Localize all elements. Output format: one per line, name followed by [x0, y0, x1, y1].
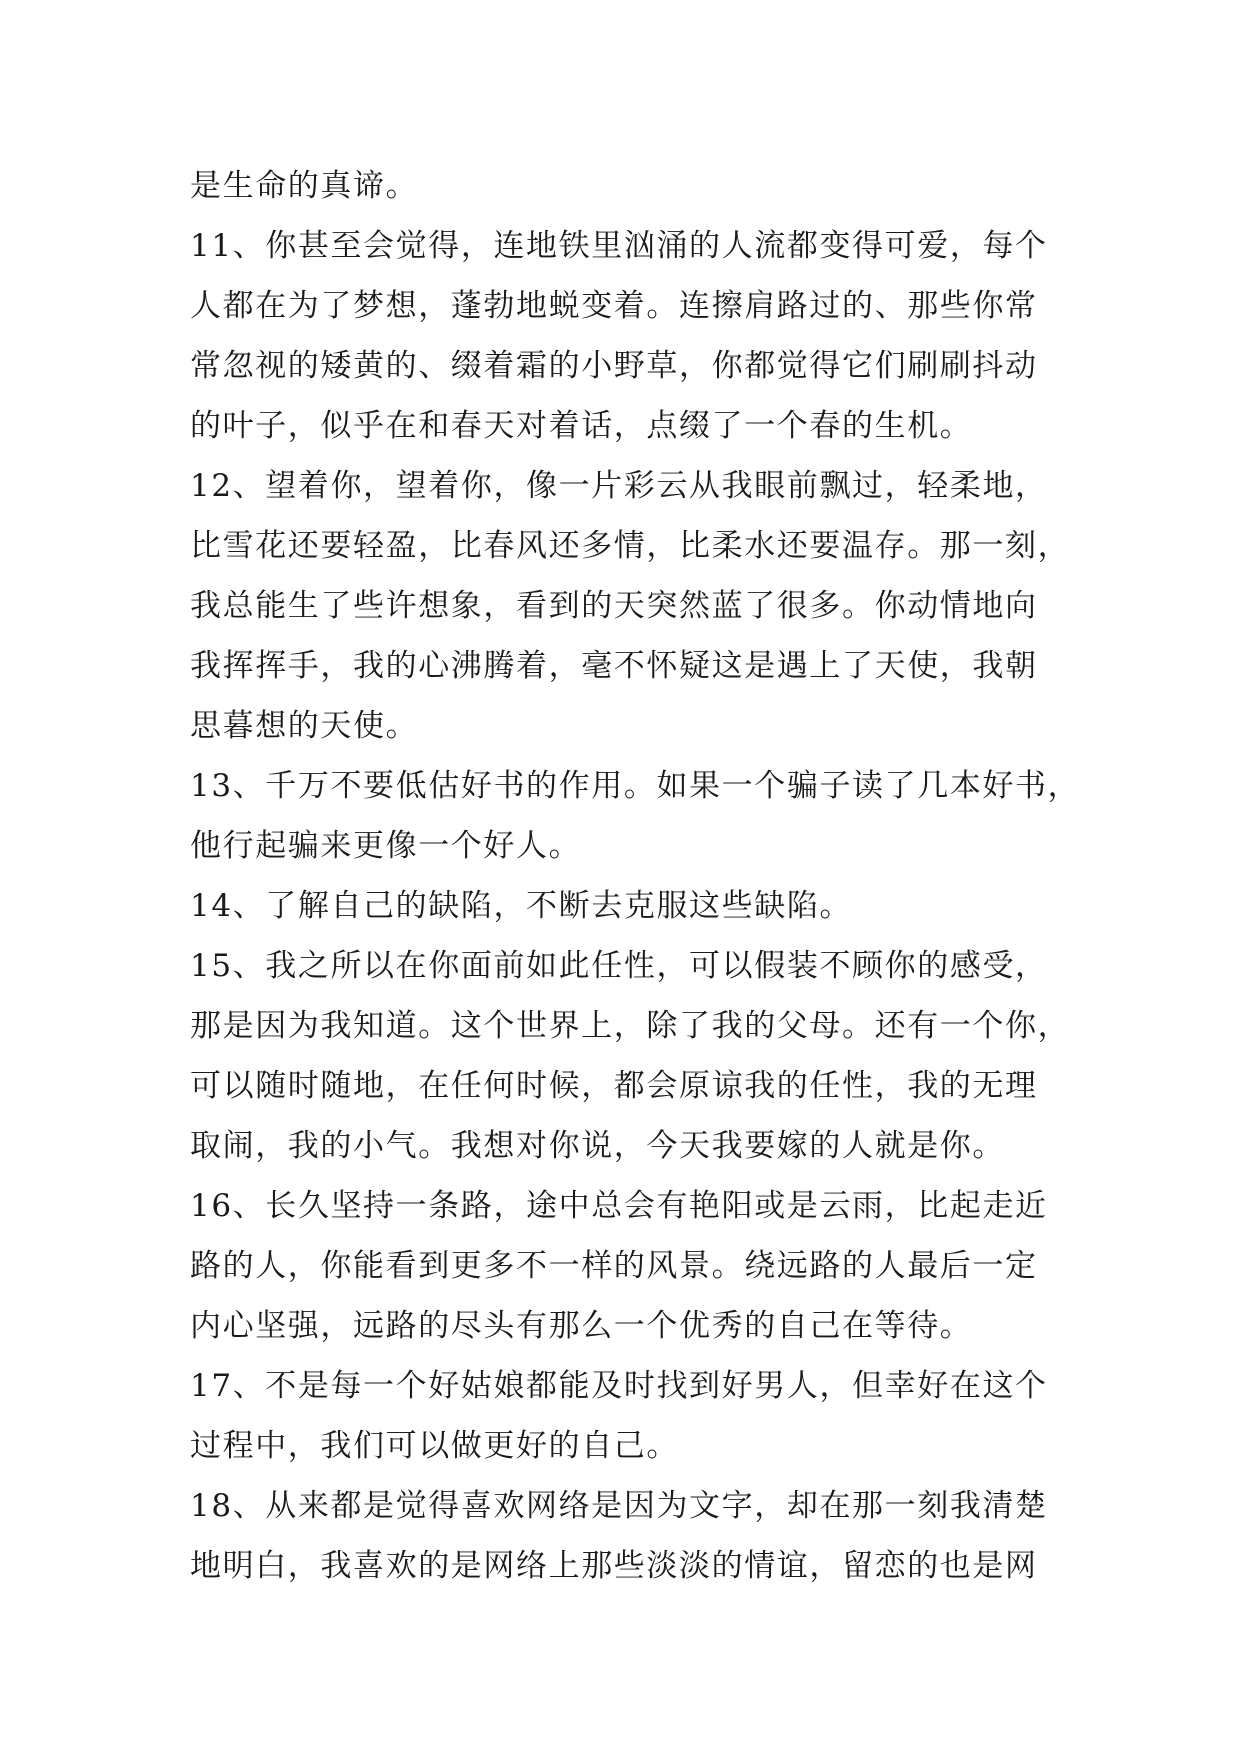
text-line: 18、从来都是觉得喜欢网络是因为文字，却在那一刻我清楚 — [190, 1488, 1048, 1524]
text-line: 11、你甚至会觉得，连地铁里汹涌的人流都变得可爱，每个 — [190, 228, 1048, 264]
text-line: 我挥挥手，我的心沸腾着，毫不怀疑这是遇上了天使，我朝 — [190, 648, 1038, 684]
text-line: 人都在为了梦想，蓬勃地蜕变着。连擦肩路过的、那些你常 — [190, 288, 1038, 324]
text-line: 13、千万不要低估好书的作用。如果一个骗子读了几本好书， — [190, 768, 1080, 804]
text-line: 14、了解自己的缺陷，不断去克服这些缺陷。 — [190, 888, 853, 924]
text-line: 那是因为我知道。这个世界上，除了我的父母。还有一个你， — [190, 1008, 1071, 1044]
text-line: 是生命的真谛。 — [190, 168, 419, 204]
text-line: 取闹，我的小气。我想对你说，今天我要嫁的人就是你。 — [190, 1128, 1005, 1164]
text-line: 他行起骗来更像一个好人。 — [190, 828, 582, 864]
text-line: 16、长久坚持一条路，途中总会有艳阳或是云雨，比起走近 — [190, 1188, 1048, 1224]
text-line: 内心坚强，远路的尽头有那么一个优秀的自己在等待。 — [190, 1308, 973, 1344]
text-line: 常忽视的矮黄的、缀着霜的小野草，你都觉得它们刷刷抖动 — [190, 348, 1038, 384]
text-line: 我总能生了些许想象，看到的天突然蓝了很多。你动情地向 — [190, 588, 1038, 624]
text-line: 地明白，我喜欢的是网络上那些淡淡的情谊，留恋的也是网 — [190, 1548, 1038, 1584]
text-line: 比雪花还要轻盈，比春风还多情，比柔水还要温存。那一刻， — [190, 528, 1071, 564]
text-line: 过程中，我们可以做更好的自己。 — [190, 1428, 679, 1464]
text-line: 思暮想的天使。 — [190, 708, 419, 744]
body-text — [190, 156, 1080, 1596]
text-line: 17、不是每一个好姑娘都能及时找到好男人，但幸好在这个 — [190, 1368, 1048, 1404]
text-line: 12、望着你，望着你，像一片彩云从我眼前飘过，轻柔地， — [190, 468, 1048, 504]
text-line: 的叶子，似乎在和春天对着话，点缀了一个春的生机。 — [190, 408, 973, 444]
text-line: 可以随时随地，在任何时候，都会原谅我的任性，我的无理 — [190, 1068, 1038, 1104]
text-line: 15、我之所以在你面前如此任性，可以假装不顾你的感受， — [190, 948, 1048, 984]
text-line: 路的人，你能看到更多不一样的风景。绕远路的人最后一定 — [190, 1248, 1038, 1284]
